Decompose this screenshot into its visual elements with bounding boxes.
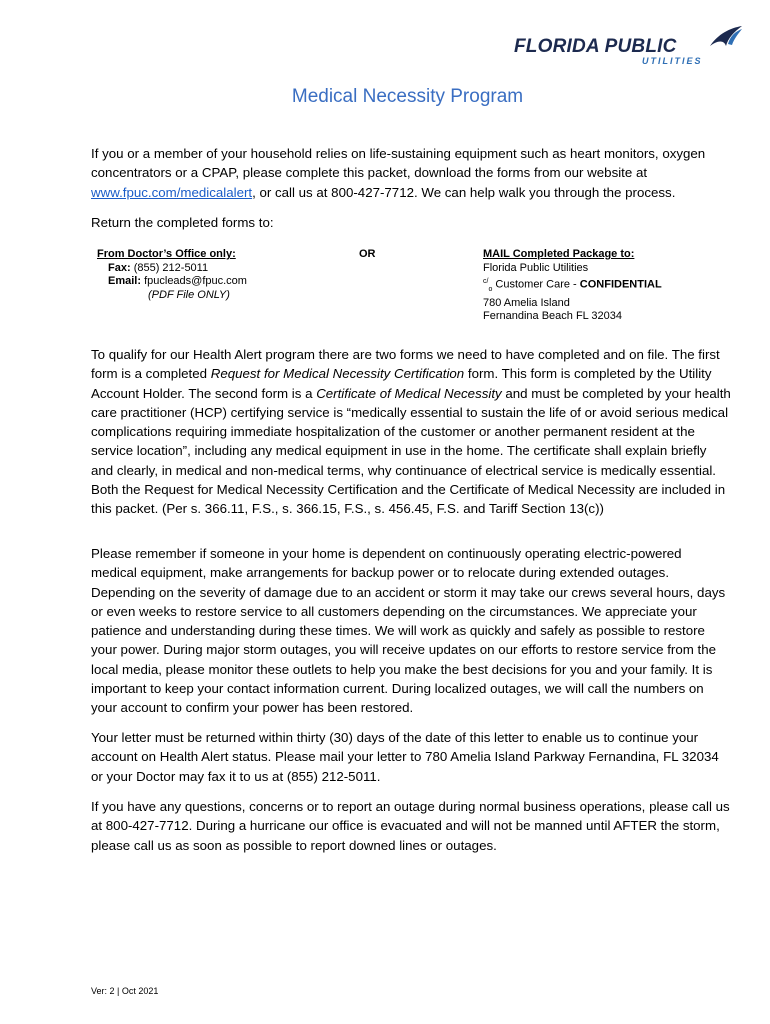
questions-paragraph: If you have any questions, concerns or to report an outage during normal business operations, please call us at 800-427-7712. During a hurricane our office is evacuated and will not be manned until AFTER the storm, please call us as soon as possible to report downed lines or outages.	[91, 799, 730, 853]
confidential-label: CONFIDENTIAL	[579, 278, 662, 291]
qualify-paragraph: To qualify for our Health Alert program there are two forms we need to have completed and on file. The first form is a completed Request for Medical Necessity Certification form. This form is completed by the Utility Account Holder. The second form is a Certificate of Medical Necessity and must be completed by your health care practitioner (HCP) certifying service is “medically essential to sustain the life of or avoid serious medical complications requiring immediate hospitalization of the customer or another permanent resident at the service location”, including any medical equipment in use in the home. The certificate shall explain briefly and clearly, in medical and non-medical terms, why continuance of electrical service is medically essential. Both the Request for Medical Necessity Certification and the Certificate of Medical Necessity are included in this packet. (Per s. 366.11, F.S., s. 366.15, F.S., s. 456.45, F.S. and Tariff Section 13(c))	[91, 347, 731, 517]
return-label: Return the completed forms to:	[91, 215, 274, 230]
mail-line-company: Florida Public Utilities	[483, 261, 589, 274]
mail-line-care: $^{c/}_o$ Customer Care - CONFIDENTIAL	[483, 278, 662, 294]
swoosh-icon	[708, 24, 744, 50]
intro-paragraph: If you or a member of your household relies on life-sustaining equipment such as heart monitors, oxygen concentrators or a CPAP, please complete this packet, download the forms from our website at www.fpuc.com/medicalalert, or call us at 800-427-7712. We can help walk you through the process.	[91, 146, 706, 200]
fax-number: (855) 212-5011	[133, 261, 209, 274]
version-footer: Ver: 2 | Oct 2021	[91, 986, 159, 996]
mail-heading: MAIL Completed Package to:	[483, 248, 635, 260]
or-label: OR	[359, 248, 376, 260]
medical-alert-link[interactable]: www.fpuc.com/medicalalert	[91, 184, 253, 200]
company-logo	[510, 24, 745, 70]
letter-paragraph: Your letter must be returned within thirty (30) days of the date of this letter to enable us to continue your account on Health Alert status. Please mail your letter to 780 Amelia Island Parkway Fernandina, FL 32034 or your Doctor may fax it to us at (855) 212-5011.	[91, 730, 719, 784]
logo-subtitle: UTILITIES	[642, 56, 703, 66]
pdf-note: (PDF File ONLY)	[148, 288, 230, 301]
remember-paragraph: Please remember if someone in your home is dependent on continuously operating electric-powered medical equipment, make arrangements for backup power or to relocate during extended outages. Depending on the severity of damage due to an accident or storm it may take our crews several hours, days or even weeks to restore service to all customers depending on the circumstances. We appreciate your patience and understanding during these times. We will work as quickly and safely as possible to restore your power. During major storm outages, you will receive updates on our efforts to restore service from the local media, please monitor these outlets to help you make the best decisions for you and your family. It is important to keep your contact information current. During localized outages, we will call the numbers on your account to confirm your power has been restored.	[91, 546, 726, 716]
page-title: Medical Necessity Program	[291, 86, 524, 107]
mail-section	[483, 248, 662, 324]
mail-line-city: Fernandina Beach FL 32034	[483, 310, 623, 323]
mail-line-street: 780 Amelia Island	[483, 296, 570, 309]
doctor-section: From Doctor’s Office only: Fax: (855) 212-5011 Email: fpucleads@fpuc.com (PDF File ONLY)	[97, 248, 247, 301]
logo-wordmark: FLORIDA PUBLIC	[514, 36, 677, 57]
doctor-heading: From Doctor’s Office only:	[97, 248, 236, 260]
doctor-email: fpucleads@fpuc.com	[144, 275, 247, 288]
